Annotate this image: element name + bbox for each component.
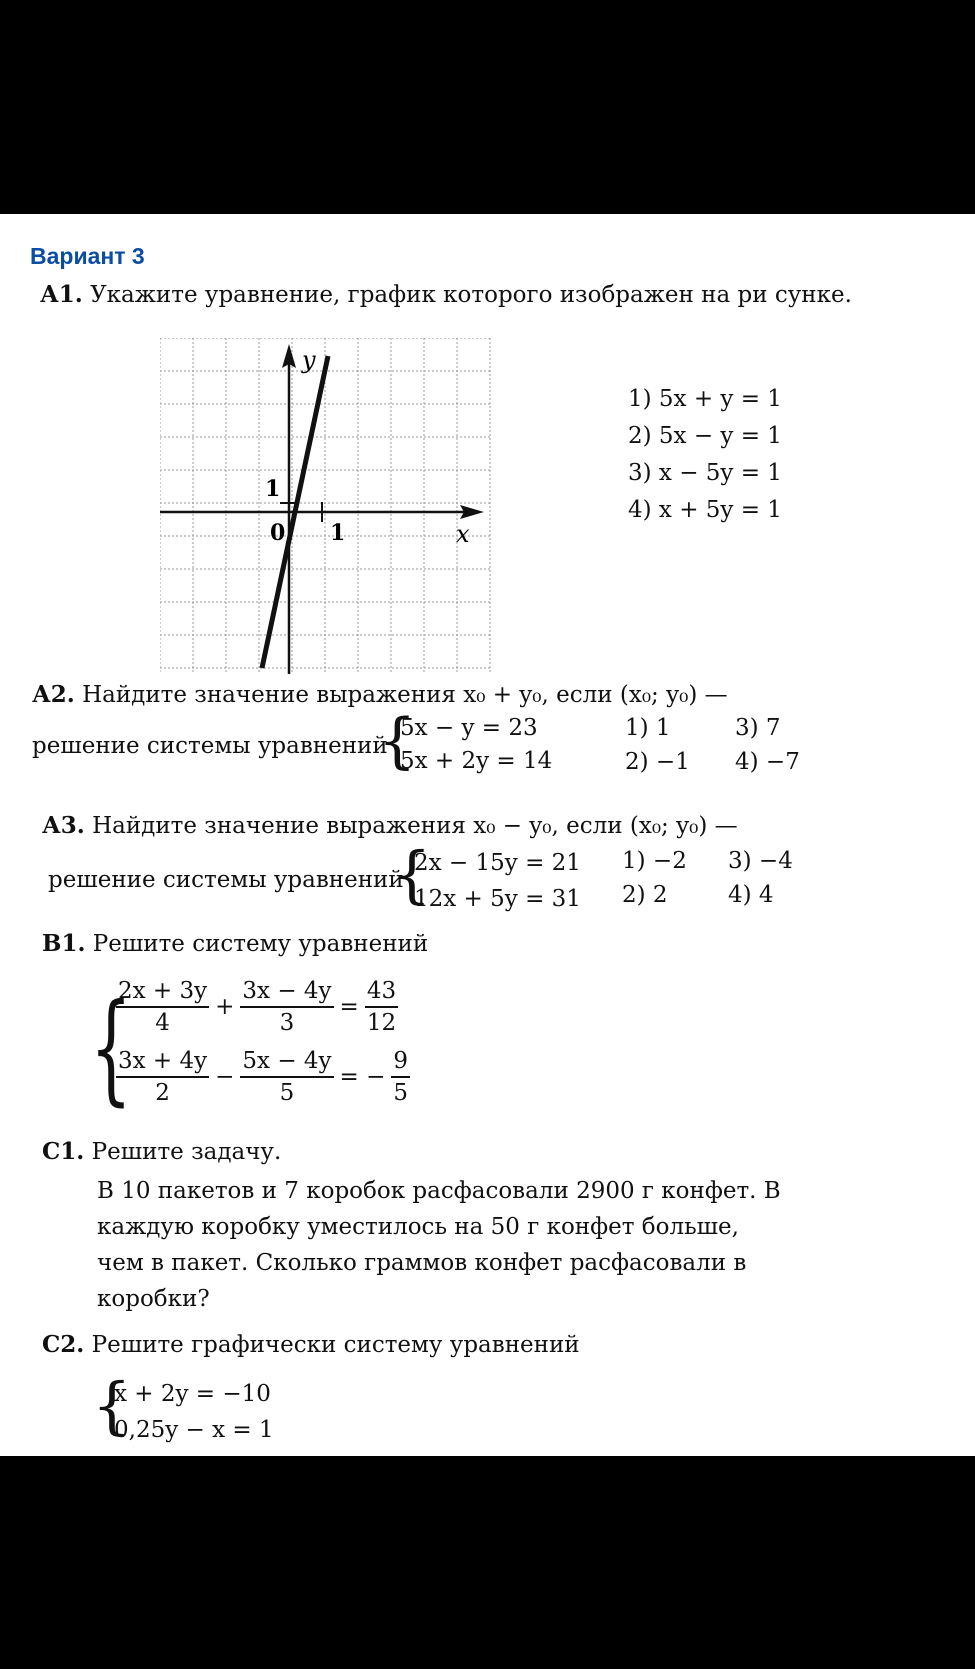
graph-grid [160,338,490,674]
task-b1 [42,930,428,957]
c1-problem-line-1: В 10 пакетов и 7 коробок расфасовали 2900 г конфет. В [97,1178,781,1204]
task-a2-label: А2. [32,681,75,708]
b1-eq1-r-numerator: 43 [365,976,398,1008]
b1-brace: { [90,979,132,1118]
c1-problem-line-4: коробки? [97,1286,210,1312]
a1-option-4: 4) x + 5y = 1 [628,497,782,523]
b1-eq1-operator: + [215,994,235,1020]
c1-problem-line-3: чем в пакет. Сколько граммов конфет расфасовали в [97,1250,747,1276]
b1-eq2-f2-numerator: 5x − 4y [240,1046,333,1078]
b1-eq2-f1-numerator: 3x + 4y [116,1046,209,1078]
b1-equation-2 [116,1046,410,1108]
x-tick-label: 1 [330,520,346,546]
b1-eq1-r-denominator: 12 [366,1010,397,1036]
b1-eq2-fraction-1 [116,1046,209,1108]
a3-equation-1: 2x − 15y = 21 [414,850,581,876]
a3-brace: { [392,838,432,911]
b1-system [116,976,410,1108]
b1-eq1-f1-numerator: 2x + 3y [116,976,209,1008]
a2-option-3: 3) 7 [735,715,781,741]
y-axis-label: y [302,346,316,374]
b1-eq1-f1-denominator: 4 [155,1010,170,1036]
b1-eq2-fraction-2 [240,1046,333,1108]
x-axis-label: x [456,520,470,548]
c2-equations [114,1376,274,1448]
task-a3 [42,812,738,839]
a3-equation-2: 12x + 5y = 31 [414,886,581,912]
b1-eq2-result [391,1046,410,1108]
b1-eq2-r-numerator: 9 [391,1046,410,1078]
b1-eq1-f2-denominator: 3 [279,1010,295,1036]
a2-system-intro: решение системы уравнений [32,733,388,759]
a1-option-3: 3) x − 5y = 1 [628,460,782,486]
c2-equation-1: x + 2y = −10 [114,1381,271,1407]
a2-equations [400,712,552,778]
a2-equation-1: 5x − y = 23 [400,715,538,741]
task-a1-text: Укажите уравнение, график которого изображен на ри сунке. [90,282,852,308]
a3-option-2: 2) 2 [622,882,668,908]
variant-title: Вариант 3 [30,243,145,269]
a3-option-1: 1) −2 [622,848,687,874]
a1-options [628,381,782,529]
c1-problem-line-2: каждую коробку уместилось на 50 г конфет больше, [97,1214,739,1240]
a1-option-1: 1) 5x + y = 1 [628,386,782,412]
a2-option-2: 2) −1 [625,749,690,775]
task-a2-text: Найдите значение выражения x₀ + y₀, если (x₀; y₀) — [82,682,728,708]
b1-eq2-equals: = − [339,1064,386,1090]
task-b1-text: Решите систему уравнений [92,931,429,957]
a3-option-3: 3) −4 [728,848,793,874]
task-b1-label: В1. [42,930,86,957]
y-tick-label: 1 [265,476,281,502]
a3-equations [414,845,581,917]
a2-equation-2: 5x + 2y = 14 [400,748,553,774]
task-c1 [42,1138,281,1165]
a3-option-4: 4) 4 [728,882,774,908]
b1-eq2-f2-denominator: 5 [279,1080,295,1106]
task-c2-label: С2. [42,1331,85,1358]
b1-eq2-f1-denominator: 2 [155,1080,170,1106]
b1-equation-1 [116,976,410,1038]
b1-eq2-operator: − [215,1064,235,1090]
c1-problem [97,1173,781,1317]
c2-brace: { [92,1369,132,1442]
b1-eq1-equals: = [339,994,359,1020]
b1-eq1-result [365,976,398,1038]
task-c2 [42,1331,580,1358]
b1-eq2-r-denominator: 5 [393,1080,409,1106]
b1-eq1-fraction-1 [116,976,209,1038]
b1-eq1-f2-numerator: 3x − 4y [240,976,333,1008]
task-a1-label: А1. [40,281,83,308]
c2-equation-2: 0,25y − x = 1 [114,1417,274,1443]
a2-option-4: 4) −7 [735,749,800,775]
a1-option-2: 2) 5x − y = 1 [628,423,782,449]
task-a3-text: Найдите значение выражения x₀ − y₀, если (x₀; y₀) — [92,813,738,839]
task-a1 [40,281,852,308]
a3-system-intro: решение системы уравнений [48,867,404,893]
b1-eq1-fraction-2 [240,976,333,1038]
a2-option-1: 1) 1 [625,715,671,741]
worksheet [0,214,975,1456]
a1-graph [160,338,520,674]
a2-brace: { [378,706,417,776]
task-c2-text: Решите графически систему уравнений [91,1332,580,1358]
origin-label: 0 [270,520,286,546]
task-c1-label: С1. [42,1138,85,1165]
task-c1-text: Решите задачу. [91,1139,282,1165]
task-a3-label: А3. [42,812,85,839]
